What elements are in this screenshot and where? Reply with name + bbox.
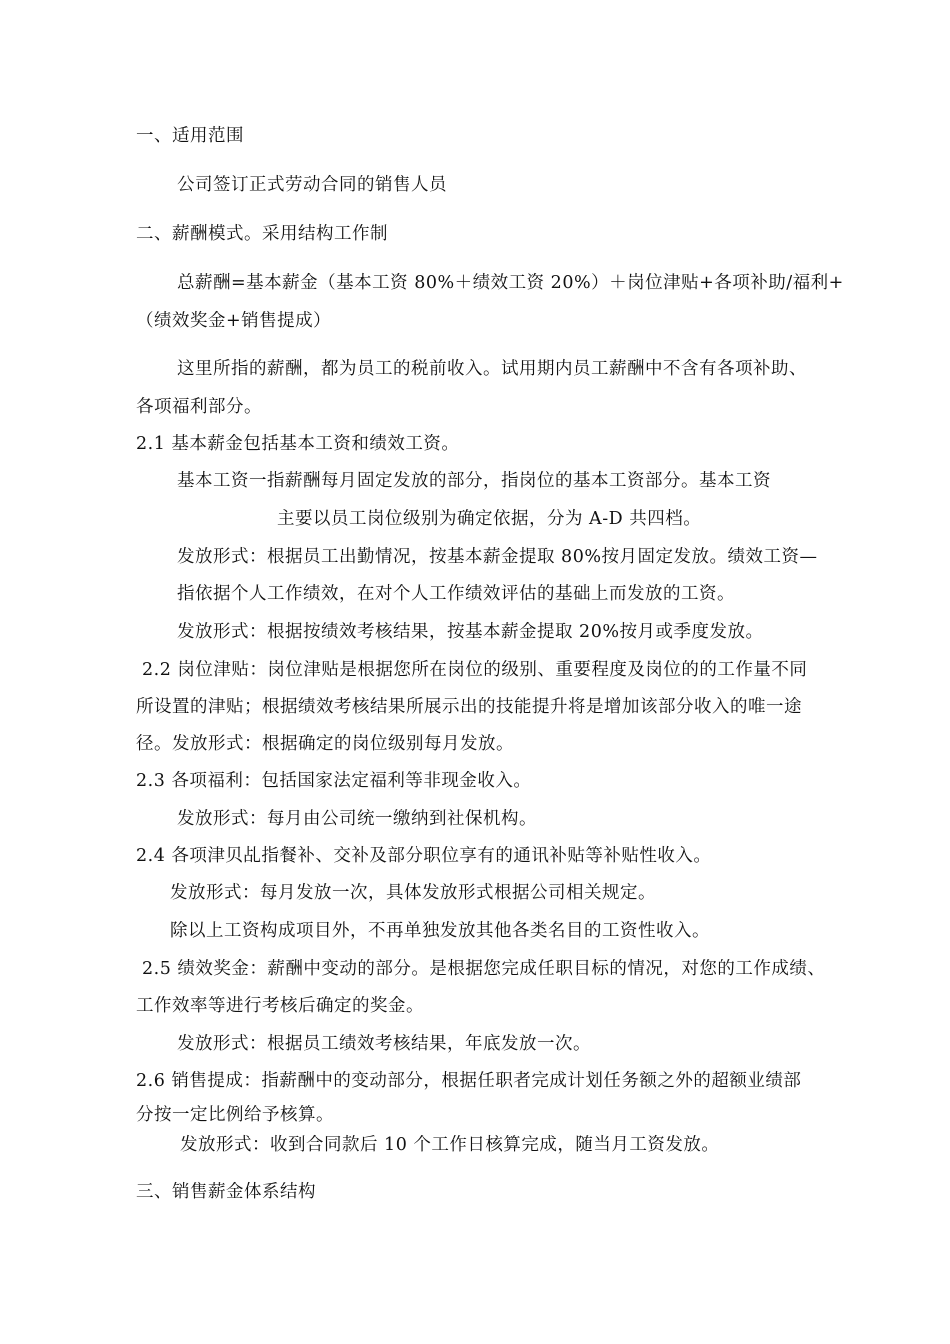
subsection-2-2-a: 2.2 岗位津贴：岗位津贴是根据您所在岗位的级别、重要程度及岗位的的工作量不同 [142,660,808,680]
subsection-2-4: 2.4 各项津贝乩指餐补、交补及部分职位享有的通讯补贴等补贴性收入。 [136,846,712,866]
paragraph-2-1-a: 基本工资一指薪酬每月固定发放的部分，指岗位的基本工资部分。基本工资 [177,471,771,491]
subsection-2-5-a: 2.5 绩效奖金：薪酬中变动的部分。是根据您完成任职目标的情况，对您的工作成绩、 [142,959,826,979]
section-heading-scope: 一、适用范围 [136,126,244,146]
subsection-2-5-b: 工作效率等进行考核后确定的奖金。 [136,996,424,1016]
formula-line-2: （绩效奖金+销售提成） [136,311,332,331]
subsection-2-2-b: 所设置的津贴；根据绩效考核结果所展示出的技能提升将是增加该部分收入的唯一途 [136,697,802,717]
paragraph-2-1-b: 主要以员工岗位级别为确定依据，分为 A-D 共四档。 [277,509,702,529]
paragraph-2-1-d: 指依据个人工作绩效，在对个人工作绩效评估的基础上而发放的工资。 [177,584,735,604]
paragraph-2-4-b: 除以上工资构成项目外，不再单独发放其他各类名目的工资性收入。 [170,921,710,941]
paragraph-pretax-1: 这里所指的薪酬，都为员工的税前收入。试用期内员工薪酬中不含有各项补助、 [177,359,807,379]
paragraph-2-1-c: 发放形式：根据员工出勤情况，按基本薪金提取 80%按月固定发放。绩效工资— [177,547,818,567]
subsection-2-1: 2.1 基本薪金包括基本工资和绩效工资。 [136,434,460,454]
subsection-2-6-a: 2.6 销售提成：指薪酬中的变动部分，根据任职者完成计划任务额之外的超额业绩部 [136,1071,802,1091]
paragraph-2-1-e: 发放形式：根据按绩效考核结果，按基本薪金提取 20%按月或季度发放。 [177,622,764,642]
subsection-2-3: 2.3 各项福利：包括国家法定福利等非现金收入。 [136,771,532,791]
paragraph-2-4-a: 发放形式：每月发放一次，具体发放形式根据公司相关规定。 [170,883,656,903]
formula-line-1: 总薪酬=基本薪金（基本工资 80%＋绩效工资 20%）＋岗位津贴+各项补助/福利+ [177,273,844,293]
section-heading-salary-structure: 三、销售薪金体系结构 [136,1182,316,1202]
subsection-2-2-c: 径。发放形式：根据确定的岗位级别每月发放。 [136,734,514,754]
paragraph-2-5-c: 发放形式：根据员工绩效考核结果，年底发放一次。 [177,1034,591,1054]
paragraph-pretax-2: 各项福利部分。 [136,397,262,417]
subsection-2-6-b: 分按一定比例给予核算。 [136,1105,334,1125]
section-heading-pay-model: 二、薪酬模式。采用结构工作制 [136,224,388,244]
paragraph-scope: 公司签订正式劳动合同的销售人员 [177,175,447,195]
paragraph-2-6-c: 发放形式：收到合同款后 10 个工作日核算完成，随当月工资发放。 [180,1135,720,1155]
paragraph-2-3-a: 发放形式：每月由公司统一缴纳到社保机构。 [177,809,537,829]
